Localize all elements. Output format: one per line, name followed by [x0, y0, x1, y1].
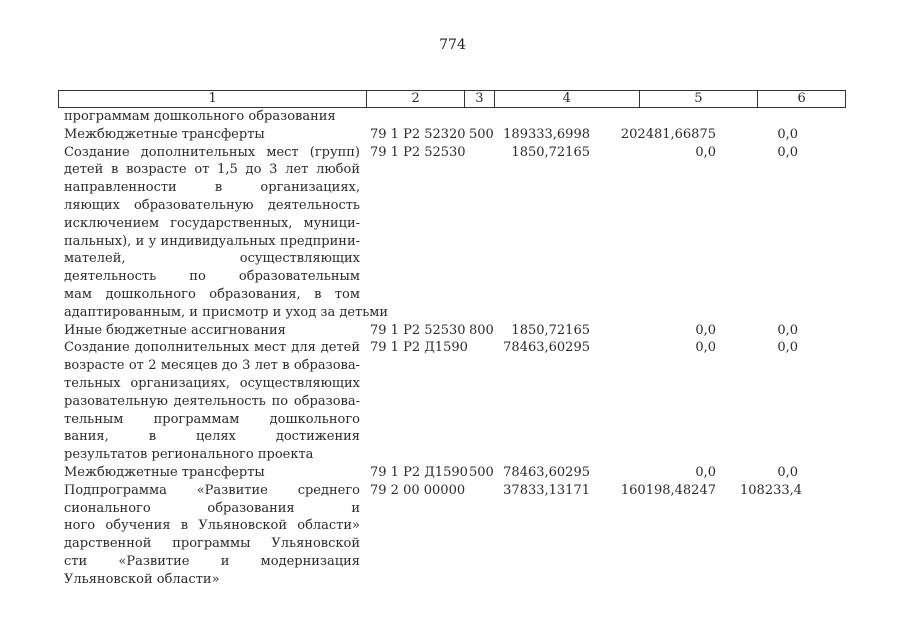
- row-expense-type: 500: [469, 465, 494, 480]
- row-value-col4: 1850,72165: [511, 144, 590, 160]
- row-description-line: Ульяновской области»: [64, 571, 220, 587]
- row-value-col4: 1850,72165: [511, 322, 590, 338]
- row-value-col6: 0,0: [777, 465, 798, 480]
- row-description-line: ного обучения в Ульяновской области»: [64, 518, 360, 534]
- row-expense-type: 500: [469, 126, 494, 142]
- row-description-line: детей в возрасте от 1,5 до 3 лет любой: [64, 162, 360, 178]
- row-description-line: Межбюджетные трансферты: [64, 126, 265, 142]
- row-description-line: результатов регионального проекта: [64, 447, 314, 463]
- row-value-col5: 0,0: [695, 322, 716, 338]
- row-expense-type: 800: [469, 322, 494, 338]
- row-description-line: ляющих образовательную деятельность: [64, 198, 360, 213]
- row-value-col4: 78463,60295: [503, 465, 590, 480]
- row-description-line: Межбюджетные трансферты: [64, 465, 265, 480]
- row-value-col6: 0,0: [777, 144, 798, 160]
- row-description-line: мам дошкольного образования, в том: [64, 287, 360, 302]
- row-code: 79 1 Р2 52530: [370, 144, 466, 160]
- row-value-col6: 0,0: [777, 126, 798, 142]
- row-description-line: возрасте от 2 месяцев до 3 лет в образова-: [64, 358, 360, 374]
- row-description-line: исключением государственных, муници-: [64, 215, 360, 231]
- row-code: 79 1 Р2 52320: [370, 126, 466, 142]
- column-header-3: 3: [465, 91, 495, 107]
- column-header-1: 1: [59, 91, 367, 107]
- row-description-line: вания, в целях достижения: [64, 429, 360, 445]
- row-value-col6: 0,0: [777, 322, 798, 338]
- row-code: 79 2 00 00000: [370, 482, 466, 498]
- row-value-col4: 78463,60295: [503, 340, 590, 356]
- row-value-col5: 0,0: [695, 144, 716, 160]
- table-header: [58, 90, 846, 108]
- row-value-col5: 0,0: [695, 340, 716, 356]
- row-description-line: направленности в организациях,: [64, 180, 360, 196]
- row-description-line: тельных организациях, осуществляющих: [64, 376, 360, 391]
- row-value-col6: 0,0: [777, 340, 798, 356]
- row-description-line: Иные бюджетные ассигнования: [64, 322, 286, 338]
- row-value-col5: 160198,48247: [620, 482, 716, 498]
- row-description-line: деятельность по образовательным: [64, 269, 360, 285]
- row-description-line: тельным программам дошкольного: [64, 411, 360, 427]
- row-value-col4: 189333,6998: [503, 126, 590, 142]
- row-code: 79 1 Р2 Д1590: [370, 465, 468, 480]
- row-value-col5: 0,0: [695, 465, 716, 480]
- row-description-line: дарственной программы Ульяновской: [64, 536, 360, 552]
- row-description-line: сионального образования и: [64, 500, 360, 516]
- row-description-line: сти «Развитие и модернизация: [64, 554, 360, 569]
- row-description-line: разовательную деятельность по образова-: [64, 393, 360, 409]
- row-description-line: адаптированным, и присмотр и уход за детьми: [64, 304, 389, 320]
- row-value-col4: 37833,13171: [503, 482, 590, 498]
- row-description-line: Создание дополнительных мест (групп): [64, 144, 360, 160]
- column-header-4: 4: [495, 91, 640, 107]
- row-code: 79 1 Р2 52530: [370, 322, 466, 338]
- column-header-5: 5: [640, 91, 759, 107]
- column-header-6: 6: [797, 91, 806, 106]
- row-description-line: Подпрограмма «Развитие среднего: [64, 482, 360, 498]
- row-code: 79 1 Р2 Д1590: [370, 340, 468, 356]
- row-value-col6: 108233,4: [740, 482, 803, 498]
- column-header-2: 2: [367, 91, 465, 107]
- row-description-line: Создание дополнительных мест для детей: [64, 340, 360, 356]
- page-number: 774: [439, 37, 466, 53]
- row-description-line: пальных), и у индивидуальных предприни-: [64, 233, 360, 249]
- row-description-line: мателей, осуществляющих: [64, 251, 360, 267]
- row-value-col5: 202481,66875: [620, 126, 716, 142]
- row-description-line: программам дошкольного образования: [64, 109, 336, 124]
